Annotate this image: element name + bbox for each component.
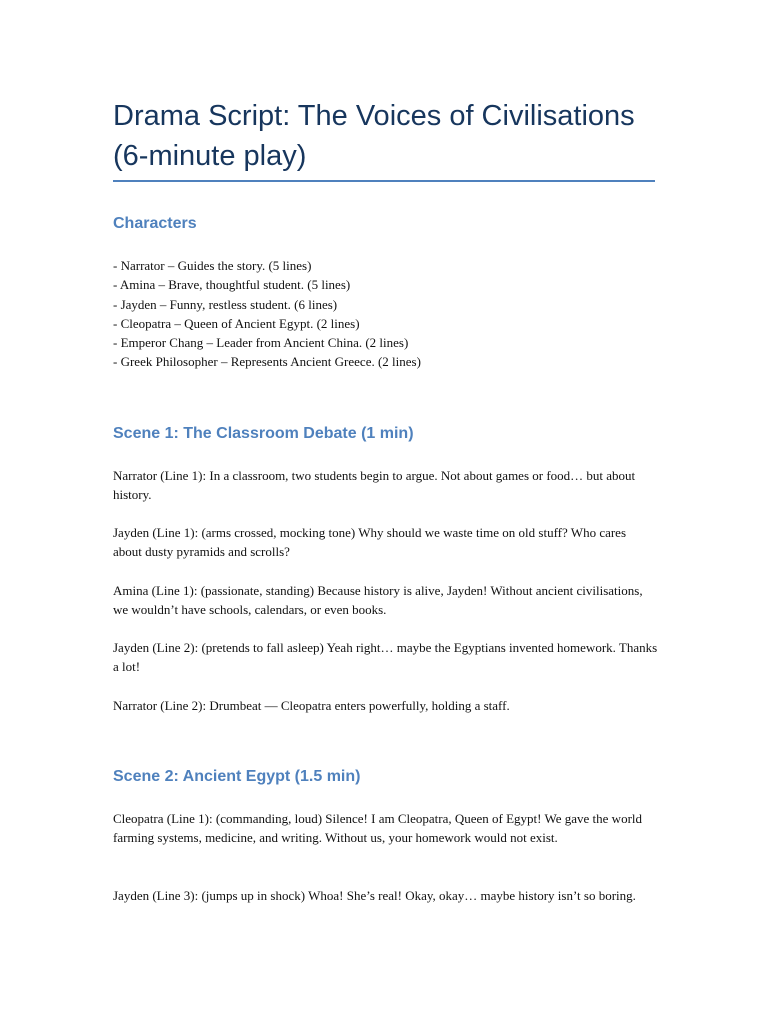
script-line: Cleopatra (Line 1): (commanding, loud) Silence! I am Cleopatra, Queen of Egypt! We gave the world farming systems, medicine, and writing. Without us, your homework would not exist. bbox=[113, 811, 643, 846]
document-title: Drama Script: The Voices of Civilisations (6-minute play) bbox=[113, 100, 635, 172]
character-item: - Cleopatra – Queen of Ancient Egypt. (2 lines) bbox=[113, 315, 360, 331]
script-line: Jayden (Line 3): (jumps up in shock) Whoa! She’s real! Okay, okay… maybe history isn’t so boring. bbox=[113, 888, 636, 903]
characters-heading: Characters bbox=[113, 215, 197, 232]
script-line: Narrator (Line 1): In a classroom, two students begin to argue. Not about games or food… but about history. bbox=[113, 468, 636, 503]
character-item: - Amina – Brave, thoughtful student. (5 lines) bbox=[113, 277, 351, 293]
character-item: - Jayden – Funny, restless student. (6 lines) bbox=[113, 296, 338, 312]
scene1-heading: Scene 1: The Classroom Debate (1 min) bbox=[113, 425, 414, 442]
script-line: Narrator (Line 2): Drumbeat — Cleopatra enters powerfully, holding a staff. bbox=[113, 698, 510, 713]
title-underline-divider bbox=[113, 180, 655, 182]
scene2-heading: Scene 2: Ancient Egypt (1.5 min) bbox=[113, 768, 361, 785]
character-item: - Narrator – Guides the story. (5 lines) bbox=[113, 258, 312, 273]
character-item: - Greek Philosopher – Represents Ancient Greece. (2 lines) bbox=[113, 354, 421, 370]
script-line: Jayden (Line 1): (arms crossed, mocking tone) Why should we waste time on old stuff? Who cares about dusty pyramids and scrolls? bbox=[113, 525, 627, 560]
script-line: Amina (Line 1): (passionate, standing) Because history is alive, Jayden! Without ancient civilisations, we wouldn’t have schools, calendars, or even books. bbox=[113, 583, 643, 618]
characters-list bbox=[113, 256, 658, 372]
character-item: - Emperor Chang – Leader from Ancient China. (2 lines) bbox=[113, 335, 409, 351]
script-line: Jayden (Line 2): (pretends to fall asleep) Yeah right… maybe the Egyptians invented homework. Thanks a lot! bbox=[113, 640, 658, 675]
